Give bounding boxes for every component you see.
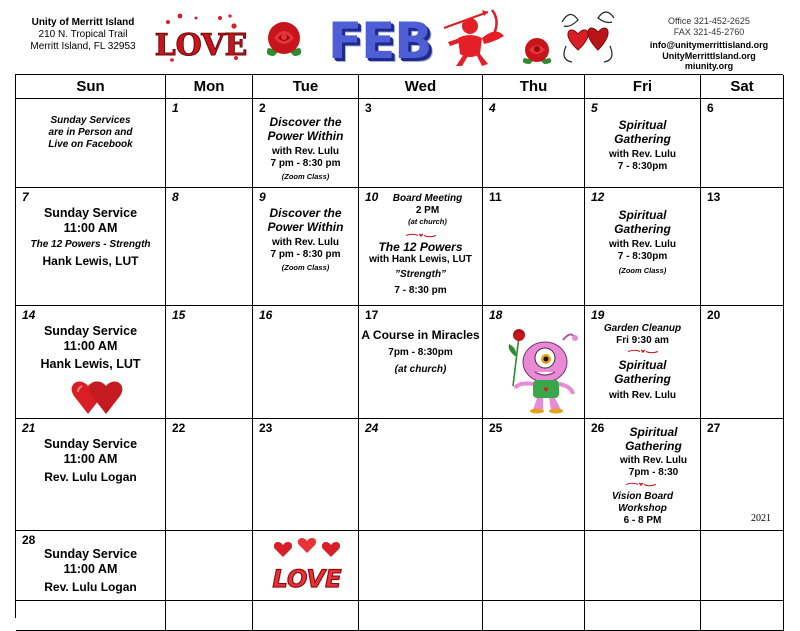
event-course-in-miracles: A Course in Miracles 7pm - 8:30pm (at church) bbox=[361, 328, 480, 375]
day-cell-2[interactable] bbox=[253, 99, 359, 188]
day-number: 3 bbox=[365, 101, 372, 115]
red-rose-image bbox=[262, 16, 306, 60]
event-board-meeting: Board Meeting 2 PM (at church) bbox=[392, 193, 463, 226]
calendar-year: 2021 bbox=[751, 513, 771, 524]
day-cell-9[interactable] bbox=[253, 188, 359, 306]
day-cell-10[interactable] bbox=[359, 188, 483, 306]
event-spiritual-gathering: Spiritual Gathering with Rev. Lulu 7 - 8:30pm (Zoom Class) bbox=[608, 208, 677, 275]
website-link-secondary[interactable]: miunity.org bbox=[684, 61, 734, 71]
day-number: 8 bbox=[172, 190, 179, 204]
day-number: 6 bbox=[707, 101, 714, 115]
event-vision-board: Vision Board Workshop 6 - 8 PM bbox=[611, 491, 674, 526]
day-number: 17 bbox=[365, 308, 379, 322]
empty-cell bbox=[166, 531, 253, 601]
small-rose-image bbox=[520, 34, 554, 66]
weekday-fri: Fri bbox=[585, 75, 701, 99]
org-name: Unity of Merritt Island bbox=[31, 17, 135, 28]
empty-cell bbox=[701, 531, 784, 601]
day-cell-12[interactable] bbox=[585, 188, 701, 306]
empty-cell bbox=[359, 601, 483, 631]
day-cell-11[interactable] bbox=[483, 188, 585, 306]
weekday-sat: Sat bbox=[701, 75, 784, 99]
day-number: 1 bbox=[172, 101, 179, 115]
day-number: 4 bbox=[489, 101, 496, 115]
day-number: 7 bbox=[22, 190, 29, 204]
day-cell-15[interactable] bbox=[166, 306, 253, 419]
day-cell-23[interactable] bbox=[253, 419, 359, 531]
love-hearts-logo bbox=[154, 12, 248, 68]
cupid-image bbox=[440, 8, 508, 70]
day-cell-20[interactable] bbox=[701, 306, 784, 419]
weekday-mon: Mon bbox=[166, 75, 253, 99]
day-number: 15 bbox=[172, 308, 186, 322]
day-number: 16 bbox=[259, 308, 273, 322]
svg-text:LOVE: LOVE bbox=[154, 28, 248, 63]
day-number: 23 bbox=[259, 421, 273, 435]
empty-cell bbox=[483, 531, 585, 601]
day-cell-22[interactable] bbox=[166, 419, 253, 531]
event-twelve-powers: The 12 Powers with Hank Lewis, LUT ”Strength” 7 - 8:30 pm bbox=[369, 240, 472, 296]
day-cell-26[interactable] bbox=[585, 419, 701, 531]
day-number: 25 bbox=[489, 421, 503, 435]
empty-cell bbox=[166, 601, 253, 631]
day-number: 13 bbox=[707, 190, 721, 204]
day-number: 10 bbox=[365, 190, 379, 204]
day-cell-24[interactable] bbox=[359, 419, 483, 531]
day-number: 21 bbox=[22, 421, 36, 435]
empty-cell-love bbox=[253, 531, 359, 601]
day-cell-13[interactable] bbox=[701, 188, 784, 306]
day-number: 24 bbox=[365, 421, 379, 435]
hearts-swirl-image bbox=[556, 6, 620, 68]
double-heart-image bbox=[68, 378, 126, 418]
day-number: 27 bbox=[707, 421, 721, 435]
love-sticker-image bbox=[263, 533, 351, 599]
street-address: 210 N. Tropical Trail bbox=[38, 29, 128, 40]
event-spiritual-gathering: Spiritual Gathering with Rev. Lulu bbox=[608, 358, 677, 401]
weekday-wed: Wed bbox=[359, 75, 483, 99]
empty-cell bbox=[483, 601, 585, 631]
empty-cell bbox=[585, 601, 701, 631]
city-address: Merritt Island, FL 32953 bbox=[30, 41, 136, 52]
calendar-header bbox=[0, 0, 800, 74]
day-number: 12 bbox=[591, 190, 605, 204]
day-cell-21[interactable] bbox=[16, 419, 166, 531]
event-discover-power: Discover the Power Within with Rev. Lulu 7 pm - 8:30 pm (Zoom Class) bbox=[267, 206, 344, 272]
day-cell-7[interactable] bbox=[16, 188, 166, 306]
day-cell-4[interactable] bbox=[483, 99, 585, 188]
day-cell-16[interactable] bbox=[253, 306, 359, 419]
event-spiritual-gathering: Spiritual Gathering with Rev. Lulu 7 - 8:30pm bbox=[608, 118, 677, 172]
empty-cell bbox=[253, 601, 359, 631]
event-discover-power: Discover the Power Within with Rev. Lulu 7 pm - 8:30 pm (Zoom Class) bbox=[267, 115, 344, 181]
day-cell-sun-note[interactable] bbox=[16, 99, 166, 188]
day-cell-1[interactable] bbox=[166, 99, 253, 188]
day-number: 11 bbox=[489, 190, 502, 204]
day-cell-25[interactable] bbox=[483, 419, 585, 531]
day-cell-8[interactable] bbox=[166, 188, 253, 306]
weekday-tue: Tue bbox=[253, 75, 359, 99]
heart-divider-icon bbox=[406, 233, 436, 238]
pink-monster-image bbox=[501, 326, 581, 414]
church-address bbox=[8, 17, 158, 53]
empty-cell bbox=[585, 531, 701, 601]
heart-divider-icon bbox=[628, 349, 658, 354]
calendar-grid bbox=[15, 74, 783, 618]
day-number: 20 bbox=[707, 308, 721, 322]
day-cell-18[interactable] bbox=[483, 306, 585, 419]
day-number: 22 bbox=[172, 421, 186, 435]
month-title: FEB bbox=[328, 12, 432, 70]
day-cell-14[interactable] bbox=[16, 306, 166, 419]
day-number: 14 bbox=[22, 308, 36, 322]
office-phone: Office 321-452-2625 bbox=[668, 16, 750, 26]
event-spiritual-gathering: Spiritual Gathering with Rev. Lulu 7pm - 8:30 bbox=[619, 425, 688, 478]
day-cell-17[interactable] bbox=[359, 306, 483, 419]
event-sunday-service: Sunday Service 11:00 AM The 12 Powers - Strength Hank Lewis, LUT bbox=[30, 206, 151, 268]
heart-divider-icon bbox=[626, 482, 656, 487]
day-number: 26 bbox=[591, 421, 605, 435]
empty-cell bbox=[16, 601, 166, 631]
svg-text:LOVE: LOVE bbox=[272, 565, 342, 593]
sunday-services-note: Sunday Services are in Person and Live on Facebook bbox=[48, 115, 133, 150]
website-link-primary[interactable]: UnityMerrittIsland.org bbox=[662, 50, 756, 61]
event-sunday-service: Sunday Service 11:00 AM Hank Lewis, LUT bbox=[40, 324, 141, 371]
day-number: 28 bbox=[22, 533, 36, 547]
day-number: 19 bbox=[591, 308, 605, 322]
day-number: 5 bbox=[591, 101, 598, 115]
event-sunday-service: Sunday Service 11:00 AM Rev. Lulu Logan bbox=[43, 547, 138, 594]
weekday-thu: Thu bbox=[483, 75, 585, 99]
event-garden-cleanup: Garden Cleanup Fri 9:30 am bbox=[603, 323, 682, 346]
event-sunday-service: Sunday Service 11:00 AM Rev. Lulu Logan bbox=[43, 437, 138, 484]
email-link[interactable]: info@unitymerrittisland.org bbox=[649, 40, 769, 50]
day-cell-5[interactable] bbox=[585, 99, 701, 188]
day-cell-28[interactable] bbox=[16, 531, 166, 601]
day-cell-3[interactable] bbox=[359, 99, 483, 188]
empty-cell bbox=[359, 531, 483, 601]
fax-number: FAX 321-45-2760 bbox=[673, 26, 745, 37]
church-contact bbox=[618, 16, 800, 72]
day-number: 2 bbox=[259, 101, 266, 115]
day-cell-27[interactable] bbox=[701, 419, 784, 531]
day-cell-19[interactable] bbox=[585, 306, 701, 419]
day-number: 18 bbox=[489, 308, 503, 322]
weekday-sun: Sun bbox=[16, 75, 166, 99]
day-number: 9 bbox=[259, 190, 266, 204]
day-cell-6[interactable] bbox=[701, 99, 784, 188]
empty-cell bbox=[701, 601, 784, 631]
